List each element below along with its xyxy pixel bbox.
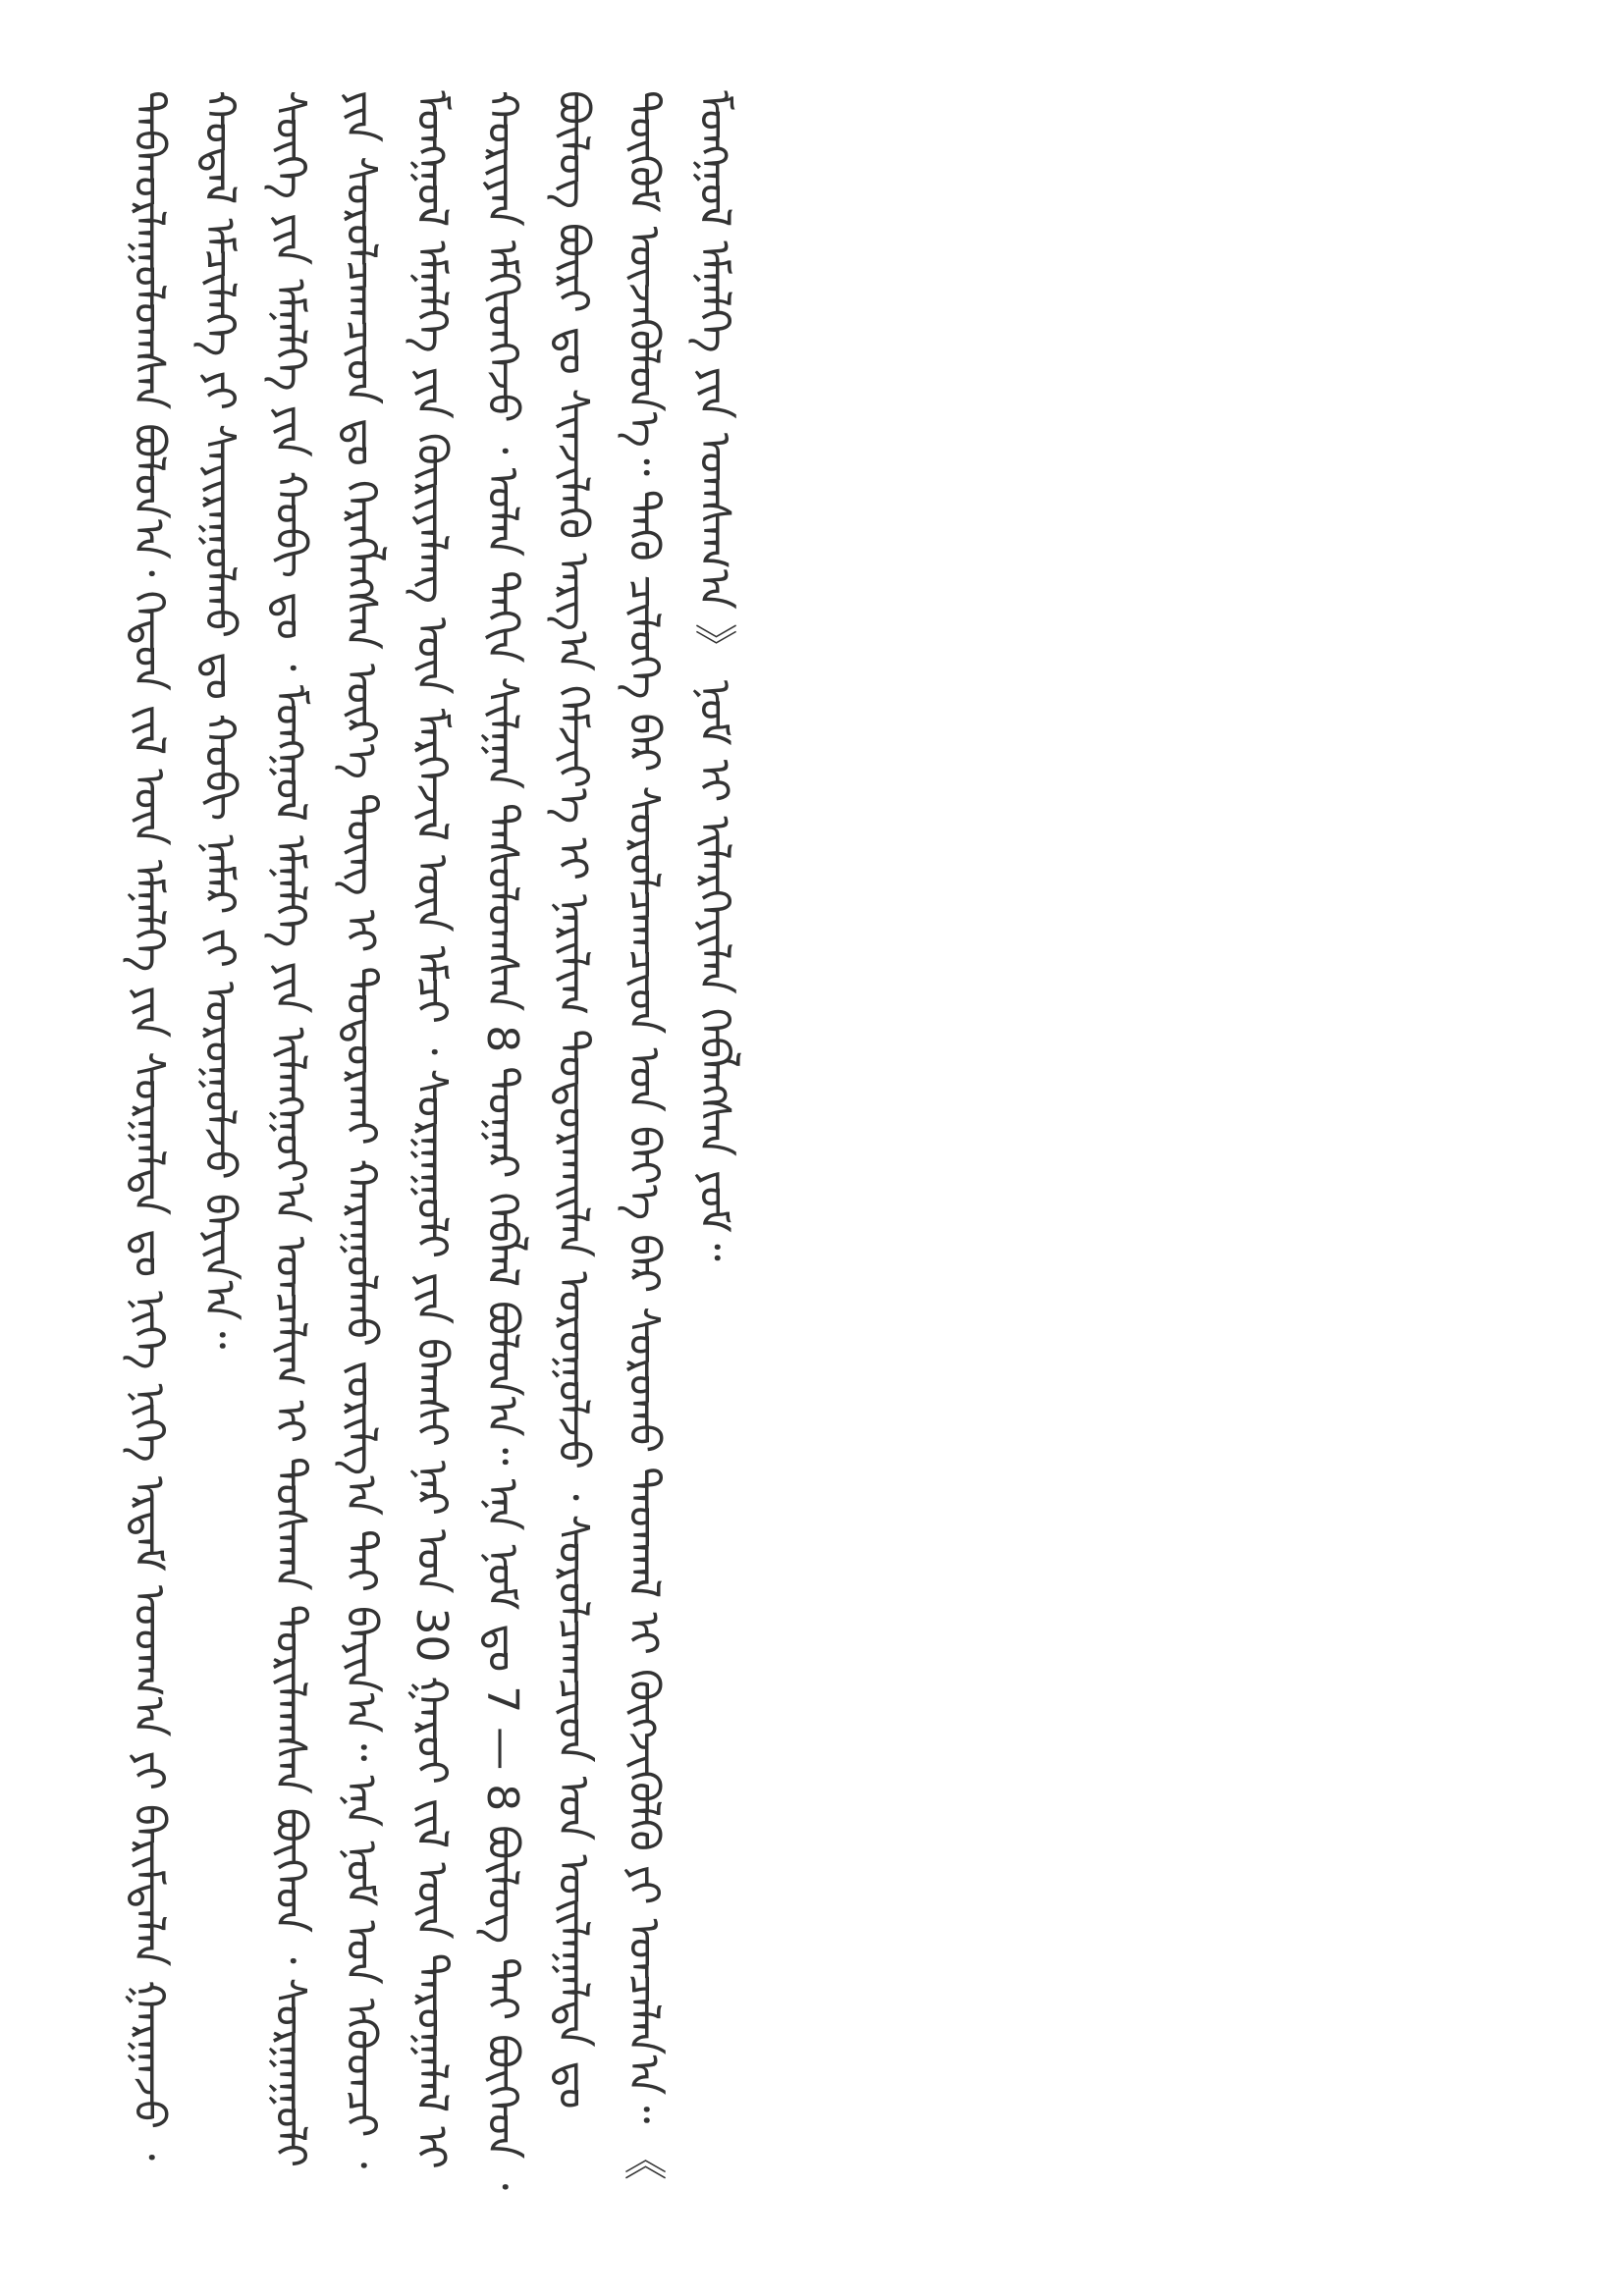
body-text [113, 90, 749, 2201]
paragraph-2: ᠰᠦᠬᠡ ᠶᠢᠨ ᠡᠮᠨᠡᠯᠭᠡ ᠶᠢᠨ ᠬᠤᠪᠢ ᠳᠤ ᠂ ᠮᠣᠩᠭᠣᠯ ᠡᠮᠨᠡᠯᠭᠡ ᠶᠢᠨ ᠢᠯᠠᠩᠭᠤᠶ᠎ᠠ ᠣᠨᠴᠠᠯᠢᠭ ᠢ ᠲᠤᠰᠬᠠᠨ ᠳᠤᠷᠢᠯᠠᠭᠰᠠᠨ ᠪᠥᠭᠡᠳ ᠂ ᠰᠤᠷᠭᠠᠭᠤᠯᠢ ᠶᠢᠨ ᠰᠤᠷᠤᠯᠴᠠᠭᠴᠢᠳ ᠳᠤ ᠬᠡᠷᠡᠭᠯᠡᠭᠰᠡᠨ ᠦᠷ᠎ᠡ ᠳᠦᠩ ᠢ ᠲᠣᠳᠤᠷᠬᠠᠢ ᠬᠠᠷᠠᠭᠤᠯᠬᠤ ᠵᠤᠷᠢᠯᠭ᠎ᠠ ᠲᠠᠢ ᠪᠠᠶᠢᠨ᠎ᠠ᠃ ᠡᠨᠡ ᠨᠣᠮ ᠤᠨ ᠡᠭᠦᠳᠴᠢ ᠂ ᠮᠣᠩᠭᠣᠯ ᠡᠮᠨᠡᠯᠭᠡ ᠶᠢᠨ ᠬᠦᠷᠢᠶᠡᠯᠡᠩ ᠦᠨ ᠮᠡᠷᠭᠡᠵᠢᠯ ᠦᠨ ᠡᠮᠴᠢ ᠂ ᠰᠤᠷᠭᠠᠭᠤᠯᠢ ᠶᠢᠨ ᠪᠠᠭᠰᠢ ᠨᠠᠷ ᠤᠨ 30 ᠭᠠᠷᠤᠢ ᠵᠢᠯ ᠦᠨ ᠳᠠᠷᠤᠭᠠᠯᠠᠯ ᠢ ᠬᠤᠷᠢᠶᠠᠨ ᠡᠮᠬᠢᠳᠬᠡᠵᠦ ᠂ ᠣᠯᠠᠨ ᠳᠠᠬᠢᠨ ᠰᠢᠯᠭᠠᠨ ᠲᠠᠰᠤᠯᠤᠭᠰᠠᠨ 8 ᠳᠤᠭᠠᠷ ᠬᠡᠪᠯᠡᠯ ᠪᠣᠯᠤᠨ᠎ᠠ᠃ ᠡᠨᠡ ᠨᠣᠮ ᠳᠤ 7 — 8 ᠪᠦᠯᠦᠭ ᠲᠠᠢ ᠪᠥᠭᠡᠳ ᠂ ᠪᠦᠯᠦᠭ ᠪᠦᠷᠢ ᠳᠤ ᠰᠢᠨᠵᠢᠯᠡᠬᠦ ᠠᠷᠭ᠎ᠠ ᠬᠡᠮᠵᠢᠶ᠎ᠡ ᠢ ᠨᠠᠷᠢᠯᠢᠭ ᠲᠣᠳᠣᠷᠬᠠᠢᠯᠠᠨ ᠣᠷᠤᠭᠤᠯᠵᠤ ᠂ ᠰᠤᠷᠤᠯᠴᠠᠭᠴᠢᠳ ᠤᠨ ᠣᠢᠯᠠᠭᠠᠯᠲᠠ ᠳᠤ ᠳᠥᠭᠥᠮ ᠦᠵᠡᠭᠦᠯᠦᠨ᠎ᠡ᠃ ᠲᠡᠬᠦ ᠴᠢᠯᠦᠭᠡ ᠪᠡᠷ ᠰᠤᠷᠤᠯᠴᠠᠭᠴᠢᠳ ᠤᠨ ᠪᠡᠶ᠎ᠡ ᠪᠡᠷ ᠰᠤᠷᠤᠬᠤ ᠳᠠᠳᠬᠠᠯ ᠢ ᠬᠥᠭᠵᠢᠭᠦᠯᠬᠦ ᠶᠢ ᠣᠨᠴᠠᠯᠠᠨ᠎ᠠ᠃ 《 ᠮᠣᠩᠭᠣᠯ ᠡᠮᠨᠡᠯᠭᠡ ᠶᠢᠨ ᠤᠭᠰᠠᠭ᠎ᠠ 》 ᠨᠣᠮ ᠢ ᠢᠯᠡᠷᠬᠡᠶᠢᠯᠡᠨ ᠬᠡᠪᠯᠡᠭᠰᠡᠨ ᠶᠤᠮ᠃ [265, 90, 739, 2191]
paragraph-1: ᠳᠠᠪᠬᠤᠷᠯᠠᠭᠤᠯᠤᠭᠰᠠᠨ ᠪᠣᠯᠤᠨ᠎ᠠ᠂ ᠬᠡᠳᠦᠨ ᠵᠢᠯ ᠦᠨ ᠡᠮᠨᠡᠯᠭᠡ ᠶᠢᠨ ᠰᠤᠷᠭᠠᠯᠲᠠ ᠳᠤ ᠨᠢᠭᠡ ᠨᠢᠭᠡ ᠡᠷᠳᠡᠮ ᠤᠳᠬ᠎ᠠ ᠶᠢ ᠪᠠᠷᠢᠮᠲᠠᠯᠠᠨ ᠭᠠᠷᠭᠠᠵᠤ ᠂ ᠬᠤᠳᠠᠯ ᠡᠮᠴᠢᠯᠡᠭᠡ ᠶᠢ ᠰᠠᠶᠢᠷᠠᠭᠤᠯᠬᠤ ᠳᠤ ᠬᠤᠪᠢ ᠨᠡᠮᠡᠷ ᠵᠢ ᠣᠷᠤᠭᠤᠯᠵᠤ ᠪᠠᠶᠢᠨ᠎ᠠ᠃ [124, 90, 244, 2161]
